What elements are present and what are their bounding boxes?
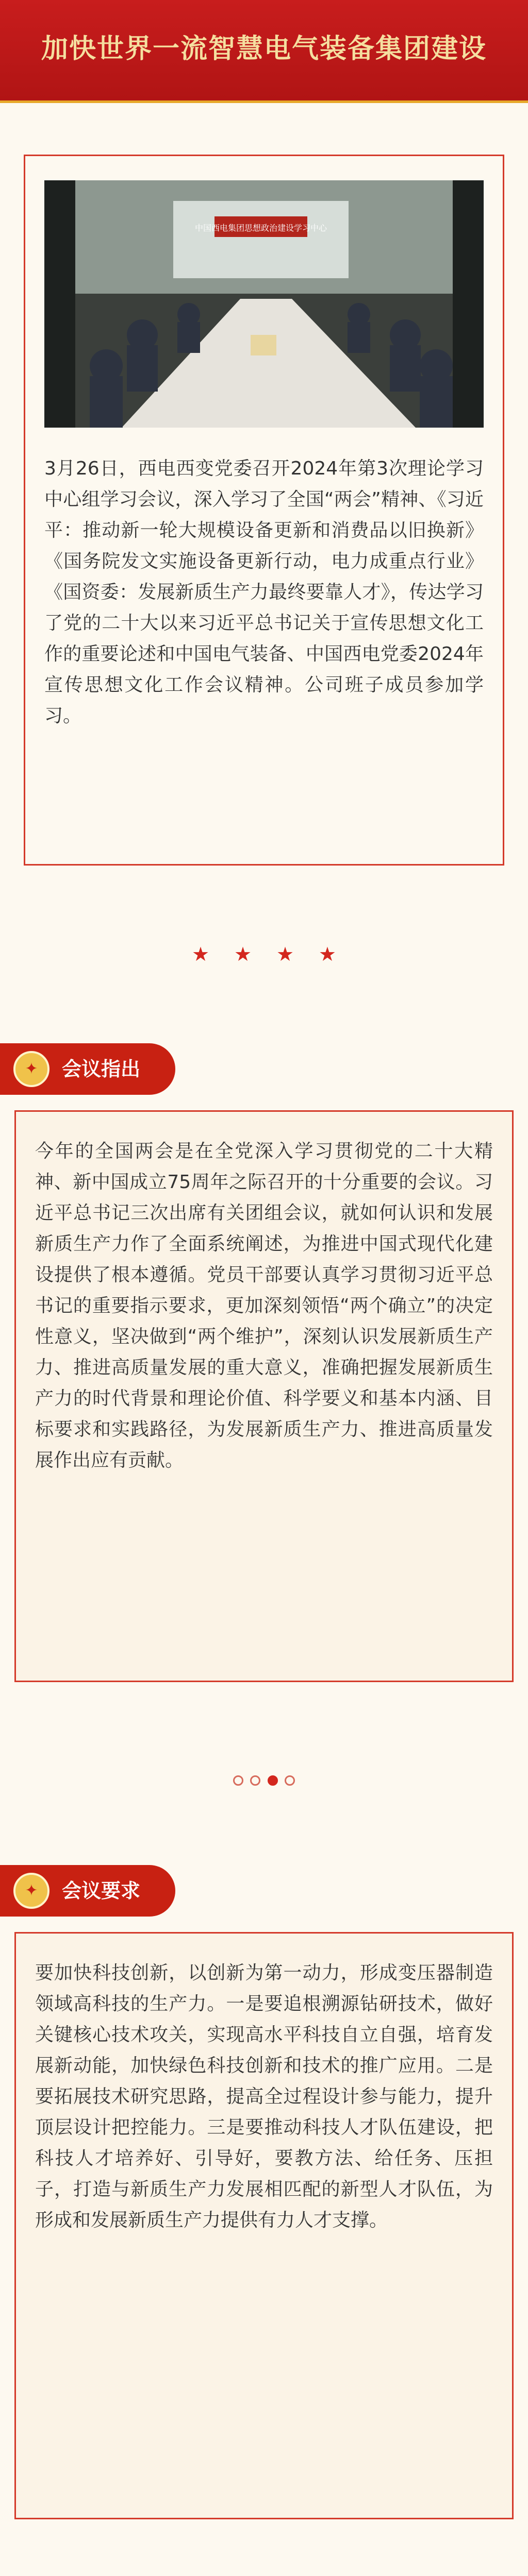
carousel-dot[interactable]: [250, 1775, 260, 1786]
star-icon: ★: [234, 943, 252, 965]
meeting-photo: [44, 180, 484, 428]
photo-banner-text: 中国西电集团思想政治建设学习中心: [194, 223, 327, 233]
section-title: 会议指出: [62, 1058, 141, 1080]
meeting-requirements-text: 要加快科技创新，以创新为第一动力，形成变压器制造领域高科技的生产力。一是要追根溯源钻研技术，做好关键核心技术攻关，实现高水平科技自立自强，培育发展新动能，加快绿色科技创新和技术的推广应用。二是要拓展技术研究思路，提高全过程设计参与能力，提升顶层设计把控能力。三是要推动科技人才队伍建设，把科技人才培养好、引导好，要教方法、给任务、压担子，打造与新质生产力发展相匹配的新型人才队伍，为形成和发展新质生产力提供有力人才支撑。: [35, 1962, 493, 2231]
star-icon: ★: [276, 943, 294, 965]
star-icon: ★: [192, 943, 210, 965]
page-title: 加快世界一流智慧电气装备集团建设: [41, 33, 487, 64]
meeting-photo-illustration: [44, 180, 484, 428]
meeting-points-text: 今年的全国两会是在全党深入学习贯彻党的二十大精神、新中国成立75周年之际召开的十分重要的会议。习近平总书记三次出席有关团组会议，就如何认识和发展新质生产力作了全面系统阐述，为推进中国式现代化建设提供了根本遵循。党员干部要认真学习贯彻习近平总书记的重要指示要求，更加深刻领悟“两个确立”的决定性意义，坚决做到“两个维护”，深刻认识发展新质生产力、推进高质量发展的重大意义，准确把握发展新质生产力的时代背景和理论价值、科学要义和基本内涵、目标要求和实践路径，为发展新质生产力、推进高质量发展作出应有贡献。: [35, 1141, 493, 1471]
carousel-indicator[interactable]: [233, 1775, 295, 1786]
medal-icon: ✦: [13, 1873, 50, 1909]
star-divider: [192, 943, 336, 965]
intro-text: 3月26日，西电西变党委召开2024年第3次理论学习中心组学习会议，深入学习了全国“两会”精神、《习近平：推动新一轮大规模设备更新和消费品以旧换新》《国务院发文实施设备更新行动，电力成重点行业》《国资委：发展新质生产力最终要靠人才》，传达学习了党的二十大以来习近平总书记关于宣传思想文化工作的重要论述和中国电气装备、中国西电党委2024年宣传思想文化工作会议精神。公司班子成员参加学习。: [44, 458, 484, 726]
carousel-dot[interactable]: [285, 1775, 295, 1786]
section-title: 会议要求: [62, 1879, 141, 1902]
medal-icon: ✦: [13, 1051, 50, 1087]
banner-divider: [0, 100, 528, 103]
carousel-dot-active[interactable]: [268, 1775, 278, 1786]
carousel-dot[interactable]: [233, 1775, 243, 1786]
star-icon: ★: [318, 943, 336, 965]
